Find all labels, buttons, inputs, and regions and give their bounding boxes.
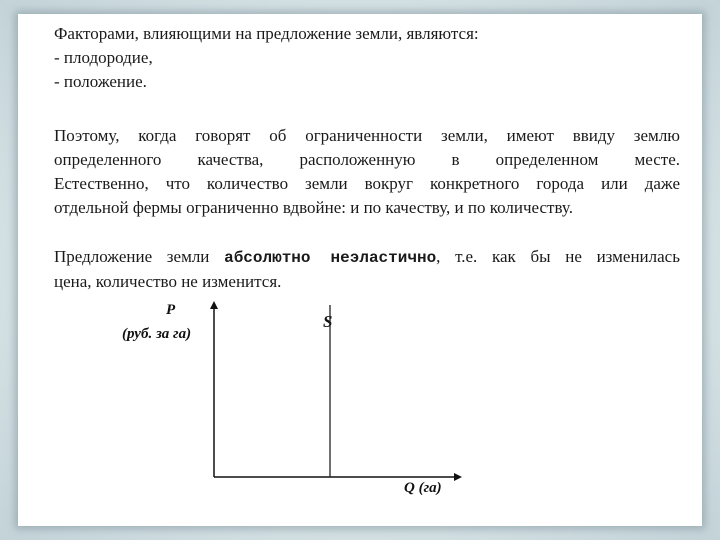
intro-item-location: - положение.: [54, 72, 147, 91]
y-axis-label: P: [166, 302, 176, 318]
paragraph1-line: Естественно, что количество земли вокруг конкретного города или даже: [54, 174, 680, 193]
paragraph2-prefix: Предложение земли: [54, 247, 225, 266]
paragraph2-suffix: , т.е. как бы не изменилась: [436, 247, 680, 266]
intro-heading: Факторами, влияющими на предложение земли, являются:: [54, 24, 479, 43]
y-axis-unit-label: (руб. за га): [122, 326, 192, 342]
paragraph1-line: определенного качества, расположенную в определенном месте.: [54, 150, 680, 169]
paragraph2-line2: цена, количество не изменится.: [54, 272, 282, 291]
paragraph2-emphasis: абсолютно неэластично: [224, 249, 437, 267]
paragraph1-line: отдельной фермы ограниченно вдвойне: и по качеству, и по количеству.: [54, 198, 573, 217]
paragraph2-line1: [54, 245, 680, 270]
x-axis-label: Q (га): [404, 480, 442, 496]
paragraph-limited-land: [54, 124, 680, 220]
intro-item-fertility: - плодородие,: [54, 48, 153, 67]
paragraph-inelastic-supply: [54, 245, 680, 294]
paragraph1-line: Поэтому, когда говорят об ограниченности земли, имеют ввиду землю: [54, 126, 680, 145]
series-label-s: S: [323, 312, 333, 331]
intro-block: [54, 22, 680, 94]
